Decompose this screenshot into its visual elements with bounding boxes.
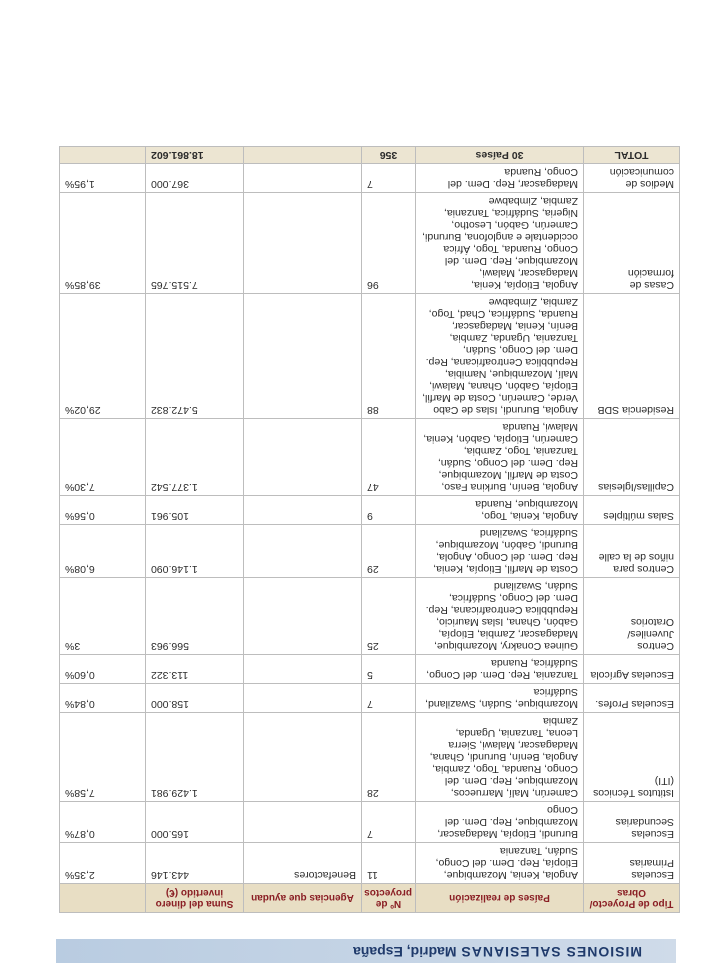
cell-pct: 0,84% xyxy=(60,684,146,713)
table-row xyxy=(60,843,680,884)
cell-tipo: Escuelas Agrícola xyxy=(584,655,680,684)
cell-paises: Camerún, Malí, Marruecos, Mozambique, Rep. Dem. del Congo, Ruanda, Togo, Zambia, Angola, Benín, Burundi, Ghana, Madagascar, Malawi, Sierra Leona, Tanzania, Uganda, Zambia xyxy=(416,713,584,802)
cell-paises: Angola, Burundi, Islas de Cabo Verde, Camerún, Costa de Marfil, Etiopía, Gabón, Ghana, Malawi, Malí, Mozambique, Namibia, Repubblica Centroafricana, Rep. Dem. del Congo, Sudán, Tanzania, Uganda, Zambia, Benín, Kenia, Madagascar, Ruanda, Sudáfrica, Chad, Togo, Zambia, Zimbabwe xyxy=(416,294,584,419)
cell-num: 29 xyxy=(362,525,416,578)
cell-agencias xyxy=(244,164,362,193)
cell-agencias xyxy=(244,802,362,843)
cell-suma: 113.322 xyxy=(146,655,244,684)
cell-suma: 5.472.832 xyxy=(146,294,244,419)
cell-tipo: Istitutos Técnicos (ITI) xyxy=(584,713,680,802)
cell-paises: Costa de Marfil, Etiopía, Kenia, Rep. Dem. del Congo, Angola, Burundi, Gabón, Mozambique, Sudáfrica, Swaziland xyxy=(416,525,584,578)
cell-agencias xyxy=(244,684,362,713)
total-num: 356 xyxy=(362,147,416,164)
cell-suma: 566.963 xyxy=(146,578,244,655)
cell-pct: 0,56% xyxy=(60,496,146,525)
col-header-pct xyxy=(60,884,146,913)
cell-suma: 1.377.542 xyxy=(146,419,244,496)
cell-tipo: Escuelas Profes. xyxy=(584,684,680,713)
projects-table xyxy=(59,146,680,913)
cell-num: 25 xyxy=(362,578,416,655)
table-row xyxy=(60,684,680,713)
cell-pct: 2,35% xyxy=(60,843,146,884)
cell-suma: 1.146.090 xyxy=(146,525,244,578)
cell-suma: 105.961 xyxy=(146,496,244,525)
cell-agencias xyxy=(244,193,362,294)
cell-paises: Guinea Conakry, Mozambique, Madagascar, Zambia, Etiopía, Gabón, Ghana, Islas Mauricio, Repubblica Centroafricana, Rep. Dem. del Congo, Sudáfrica, Sudán, Swaziland xyxy=(416,578,584,655)
total-pct xyxy=(60,147,146,164)
total-paises: 30 Países xyxy=(416,147,584,164)
cell-tipo: Centros para niños de la calle xyxy=(584,525,680,578)
cell-suma: 443.146 xyxy=(146,843,244,884)
cell-tipo: Salas múltiples xyxy=(584,496,680,525)
header-title-org: MISIONES SALESIANAS xyxy=(460,944,642,960)
cell-tipo: Residencia SDB xyxy=(584,294,680,419)
total-agencias xyxy=(244,147,362,164)
table-row xyxy=(60,655,680,684)
table-row xyxy=(60,193,680,294)
cell-pct: 29,02% xyxy=(60,294,146,419)
cell-agencias xyxy=(244,525,362,578)
cell-pct: 7,30% xyxy=(60,419,146,496)
col-header-agencias: Agencias que ayudan xyxy=(244,884,362,913)
cell-pct: 39,85% xyxy=(60,193,146,294)
total-label: TOTAL xyxy=(584,147,680,164)
header-title xyxy=(353,944,642,960)
cell-tipo: Escuelas Primarias xyxy=(584,843,680,884)
cell-agencias xyxy=(244,496,362,525)
table-row xyxy=(60,802,680,843)
cell-suma: 1.429.981 xyxy=(146,713,244,802)
col-header-tipo: Tipo de Proyecto/ Obras xyxy=(584,884,680,913)
cell-agencias xyxy=(244,294,362,419)
cell-agencias xyxy=(244,655,362,684)
cell-tipo: Casas de formación xyxy=(584,193,680,294)
cell-paises: Angola, Kenia, Togo, Mozambique, Ruanda xyxy=(416,496,584,525)
cell-suma: 7.515.765 xyxy=(146,193,244,294)
table-row xyxy=(60,419,680,496)
cell-paises: Angola, Kenia, Mozambique, Etiopía, Rep. Dem. del Congo, Sudán, Tanzania xyxy=(416,843,584,884)
cell-pct: 7,58% xyxy=(60,713,146,802)
cell-tipo: Centros Juveniles/ Oratorios xyxy=(584,578,680,655)
cell-num: 11 xyxy=(362,843,416,884)
table-header-row xyxy=(60,884,680,913)
cell-paises: Burundi, Etiopía, Madagascar, Mozambique, Rep. Dem. del Congo xyxy=(416,802,584,843)
cell-pct: 3% xyxy=(60,578,146,655)
table-row xyxy=(60,578,680,655)
cell-agencias xyxy=(244,578,362,655)
cell-num: 96 xyxy=(362,193,416,294)
cell-pct: 0,87% xyxy=(60,802,146,843)
cell-tipo: Escuelas Secundarias xyxy=(584,802,680,843)
cell-paises: Tanzania, Rep. Dem. del Congo, Sudáfrica, Ruanda xyxy=(416,655,584,684)
cell-num: 7 xyxy=(362,802,416,843)
col-header-paises: Países de realización xyxy=(416,884,584,913)
col-header-num: Nº de proyectos xyxy=(362,884,416,913)
cell-tipo: Medios de comunicación xyxy=(584,164,680,193)
table-row xyxy=(60,496,680,525)
cell-num: 28 xyxy=(362,713,416,802)
cell-paises: Madagascar, Rep. Dem. del Congo, Ruanda xyxy=(416,164,584,193)
cell-num: 9 xyxy=(362,496,416,525)
total-row xyxy=(60,147,680,164)
table-row xyxy=(60,164,680,193)
cell-num: 5 xyxy=(362,655,416,684)
total-suma: 18.861.602 xyxy=(146,147,244,164)
cell-suma: 367.000 xyxy=(146,164,244,193)
cell-num: 88 xyxy=(362,294,416,419)
table-row xyxy=(60,294,680,419)
cell-agencias xyxy=(244,419,362,496)
header-title-location: Madrid, España xyxy=(353,944,457,960)
cell-agencias: Benefactores xyxy=(244,843,362,884)
cell-num: 7 xyxy=(362,164,416,193)
table-row xyxy=(60,713,680,802)
table-row xyxy=(60,525,680,578)
cell-paises: Angola, Benín, Burkina Faso, Costa de Marfil, Mozambique, Rep. Dem. del Congo, Sudán, Tanzania, Togo, Zambia, Camerún, Etiopía, Gabón, Kenia, Malawi, Ruanda xyxy=(416,419,584,496)
cell-num: 47 xyxy=(362,419,416,496)
cell-pct: 1,95% xyxy=(60,164,146,193)
table-body xyxy=(60,164,680,884)
cell-suma: 158.000 xyxy=(146,684,244,713)
cell-paises: Mozambique, Sudán, Swaziland, Sudáfrica xyxy=(416,684,584,713)
cell-num: 7 xyxy=(362,684,416,713)
cell-suma: 165.000 xyxy=(146,802,244,843)
cell-paises: Angola, Etiopía, Kenia, Madagascar, Malawi, Mozambique, Rep. Dem. del Congo, Ruanda, Togo, África occidentale e anglofona, Burundi, Camerún, Gabón, Lesotho, Nigeria, Sudáfrica, Tanzania, Zambia, Zimbabwe xyxy=(416,193,584,294)
cell-agencias xyxy=(244,713,362,802)
col-header-suma: Suma del dinero invertido (€) xyxy=(146,884,244,913)
cell-pct: 6,08% xyxy=(60,525,146,578)
cell-pct: 0,60% xyxy=(60,655,146,684)
cell-tipo: Capillas/Iglesias xyxy=(584,419,680,496)
